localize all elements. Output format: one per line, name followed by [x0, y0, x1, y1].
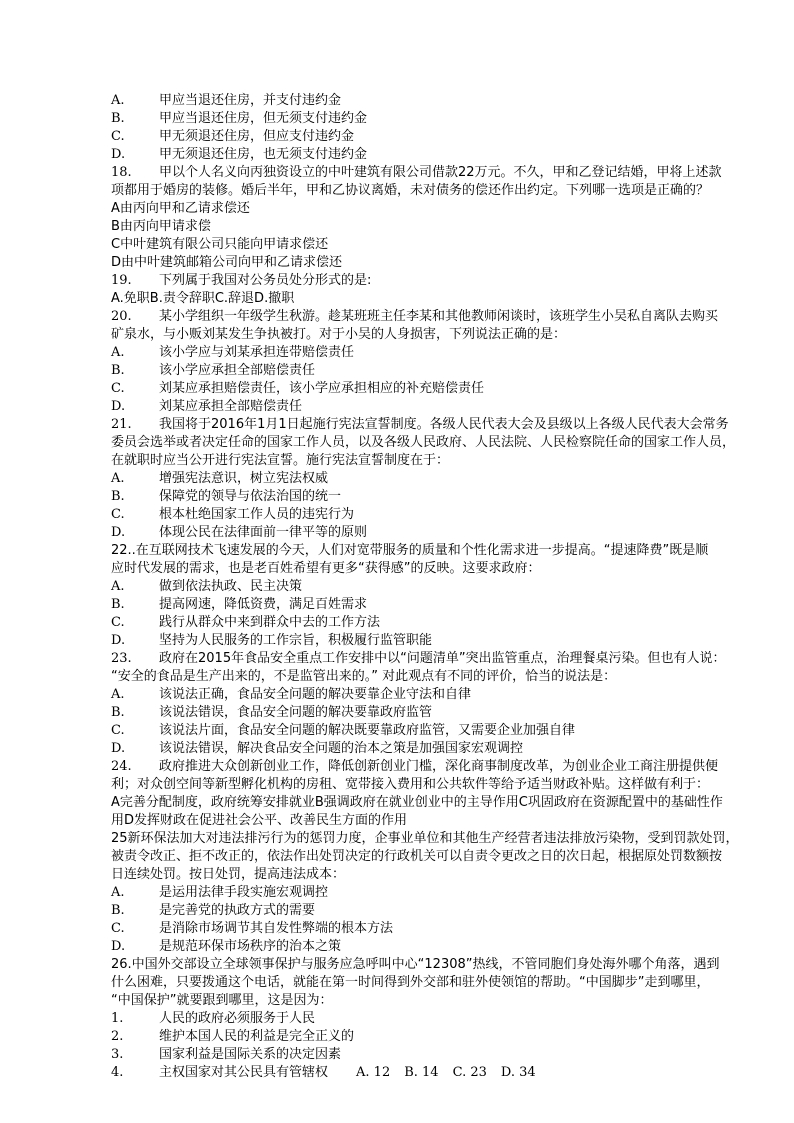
option-b: B. 提高网速，降低资费，满足百姓需求 [111, 597, 368, 612]
question-stem: 23. 政府在2015年食品安全重点工作安排中以“问题清单”突出监管重点，治理餐桌污染。但也有人说： [111, 651, 726, 666]
option-c: C. 刘某应承担赔偿责任，该小学应承担相应的补充赔偿责任 [111, 381, 485, 396]
option-a: A. 该小学应与刘某承担连带赔偿责任 [111, 345, 355, 360]
option-b: B由丙向甲请求偿 [111, 219, 211, 234]
question-stem: 矿泉水，与小贩刘某发生争执被打。对于小吴的人身损害，下列说法正确的是： [111, 327, 567, 342]
option-b: B. 该说法错误，食品安全问题的解决要靠政府监管 [111, 705, 433, 720]
option-d: D由中叶建筑邮箱公司向甲和乙请求偿还 [111, 255, 343, 270]
question-21 [111, 416, 771, 542]
question-stem: “中国保护”就要跟到哪里，这是因为： [111, 993, 333, 1008]
question-20 [111, 308, 771, 416]
question-stem: “安全的食品是生产出来的，不是监管出来的。” 对此观点有不同的评价，恰当的说法是： [111, 669, 617, 684]
question-stem: 20. 某小学组织一年级学生秋游。趁某班班主任李某和其他教师闲谈时，该班学生小吴私自离队去购买 [111, 309, 719, 324]
statement-3: 3. 国家利益是国际关系的决定因素 [111, 1047, 342, 1062]
option-a: A由丙向甲和乙请求偿还 [111, 201, 250, 216]
option-b: B. 保障党的领导与依法治国的统一 [111, 489, 342, 504]
choice-d: D. 34 [500, 1065, 536, 1080]
question-stem: 18. 甲以个人名义向丙独资设立的中叶建筑有限公司借款22万元。不久，甲和乙登记结婚，甲将上述款 [111, 165, 722, 180]
question-stem: 在就职时应当公开进行宪法宣誓。施行宪法宣誓制度在于： [111, 453, 450, 468]
question-stem: 什么困难，只要拨通这个电话，就能在第一时间得到外交部和驻外使领馆的帮助。“中国脚步”走到哪里， [111, 975, 710, 990]
options-inline: A完善分配制度，政府统筹安排就业B强调政府在就业创业中的主导作用C巩固政府在资源配置中的基础性作 [111, 795, 723, 810]
option-d: D. 刘某应承担全部赔偿责任 [111, 399, 303, 414]
option-d: D. 坚持为人民服务的工作宗旨，积极履行监管职能 [111, 633, 433, 648]
question-stem: 利；对众创空间等新型孵化机构的房租、宽带接入费用和公共软件等给予适当财政补贴。这样做有利于： [111, 777, 710, 792]
question-23 [111, 650, 771, 758]
option-a: A. 做到依法执政、民主决策 [111, 579, 303, 594]
question-25 [111, 830, 771, 956]
question-stem: 25新环保法加大对违法排污行为的惩罚力度，企事业单位和其他生产经营者违法排放污染物，受到罚款处罚， [111, 831, 739, 846]
choice-b: B. 14 [404, 1065, 439, 1080]
question-24 [111, 758, 771, 830]
option-c: C. 根本杜绝国家工作人员的违宪行为 [111, 507, 355, 522]
statement-1: 1. 人民的政府必须服务于人民 [111, 1011, 316, 1026]
question-stem: 26.中国外交部设立全球领事保护与服务应急呼叫中心“12308”热线，不管同胞们身处海外哪个角落，遇到 [111, 957, 720, 972]
question-stem: 24. 政府推进大众创新创业工作，降低创新创业门槛，深化商事制度改革，为创业企业工商注册提供便 [111, 759, 719, 774]
question-stem: 日连续处罚。按日处罚，提高违法成本： [111, 867, 346, 882]
option-a: A. 是运用法律手段实施宏观调控 [111, 885, 329, 900]
option-c: C. 甲无须退还住房，但应支付违约金 [111, 129, 355, 144]
option-d: D. 体现公民在法律面前一律平等的原则 [111, 525, 368, 540]
option-d: D. 甲无须退还住房，也无须支付违约金 [111, 147, 368, 162]
statement-2: 2. 维护本国人民的利益是完全正义的 [111, 1029, 355, 1044]
options-inline: A.免职B.责令辞职C.辞退D.撤职 [111, 291, 295, 306]
statement-4: 4. 主权国家对其公民具有管辖权 A. 12 B. 14 C. 23 D. 34 [111, 1064, 771, 1082]
question-19 [111, 272, 771, 308]
option-c: C中叶建筑有限公司只能向甲请求偿还 [111, 237, 329, 252]
choice-c: C. 23 [452, 1065, 487, 1080]
option-a: A. 增强宪法意识，树立宪法权威 [111, 471, 329, 486]
option-c: C. 践行从群众中来到群众中去的工作方法 [111, 615, 381, 630]
option-d: D. 该说法错误，解决食品安全问题的治本之策是加强国家宏观调控 [111, 741, 524, 756]
option-b: B. 该小学应承担全部赔偿责任 [111, 363, 316, 378]
question-stem: 21. 我国将于2016年1月1日起施行宪法宣誓制度。各级人民代表大会及县级以上各级人民代表大会常务 [111, 417, 729, 432]
option-a: A. 甲应当退还住房，并支付违约金 [111, 93, 342, 108]
options-inline: 用D发挥财政在促进社会公平、改善民生方面的作用 [111, 813, 408, 828]
question-18 [111, 164, 771, 272]
choice-a: A. 12 [356, 1065, 391, 1080]
question-26 [111, 956, 771, 1082]
q17-options [111, 92, 771, 164]
question-stem: 19. 下列属于我国对公务员处分形式的是: [111, 273, 372, 288]
question-stem: 被责令改正、拒不改正的，依法作出处罚决定的行政机关可以自责令更改之日的次日起，根据原处罚数额按 [111, 849, 723, 864]
option-c: C. 是消除市场调节其自发性弊端的根本方法 [111, 921, 394, 936]
answer-choices [356, 1065, 550, 1080]
question-22 [111, 542, 771, 650]
exam-page [111, 92, 771, 1082]
question-stem: 项都用于婚房的装修。婚后半年，甲和乙协议离婚，未对债务的偿还作出约定。下列哪一选项是正确的？ [111, 183, 710, 198]
question-stem: 应时代发展的需求，也是老百姓希望有更多“获得感”的反映。这要求政府： [111, 561, 541, 576]
question-stem: 委员会选举或者决定任命的国家工作人员，以及各级人民政府、人民法院、人民检察院任命的国家工作人员， [111, 435, 736, 450]
option-b: B. 甲应当退还住房，但无须支付违约金 [111, 111, 368, 126]
question-stem: 22..在互联网技术飞速发展的今天，人们对宽带服务的质量和个性化需求进一步提高。“提速降费”既是顺 [111, 543, 709, 558]
option-b: B. 是完善党的执政方式的需要 [111, 903, 316, 918]
option-d: D. 是规范环保市场秩序的治本之策 [111, 939, 342, 954]
option-c: C. 该说法片面，食品安全问题的解决既要靠政府监管，又需要企业加强自律 [111, 723, 576, 738]
option-a: A. 该说法正确，食品安全问题的解决要靠企业守法和自律 [111, 687, 472, 702]
